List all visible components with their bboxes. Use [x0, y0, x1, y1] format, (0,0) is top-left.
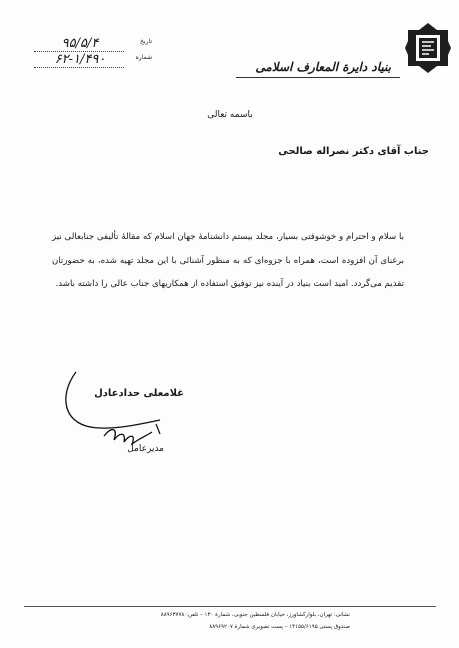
signer-title: مدیرعامل — [127, 444, 164, 454]
number-row — [30, 54, 150, 68]
date-value: ۹۵/۵/۴ — [61, 36, 99, 51]
salutation: باسمه تعالی — [207, 110, 253, 120]
footer-address: نشانی: تهران، بلوارکشاورز، خیابان فلسطین جنوبی، شمارهٔ ۱۳۰ – تلفن: ۸۸۹۶۳۷۷۸ — [160, 612, 350, 618]
organization-name: بنیاد دایرة المعارف اسلامی — [255, 60, 391, 74]
number-label: شماره — [135, 54, 152, 61]
signer-name: غلامعلی حدادعادل — [94, 388, 184, 399]
footer-postal: صندوق پستی ۱۴۱۵۵/۶۱۹۵ – پست تصویری شمارهٔ ۸۸۹۶۹۲۰۷ — [209, 624, 350, 630]
addressee: جناب آقای دکتر نصراله صالحی — [278, 146, 429, 157]
date-row — [30, 38, 150, 52]
foundation-logo-icon — [404, 22, 452, 74]
number-dotted-line — [34, 67, 124, 68]
organization-underline — [236, 77, 400, 78]
footer-rule — [24, 606, 436, 607]
date-label: تاریخ — [140, 38, 152, 45]
number-value: ۶۲-۱/۴۹۰ — [54, 52, 106, 67]
letter-body: با سلام و احترام و خوشوقتی بسیار، مجلد بیستم دانشنامهٔ جهان اسلام که مقالهٔ تألیفی جنابعالی نیز برغنای آن افزوده است، همراه با جزوه‌ای که به منظور آشنائی با این مجلد تهیه شده، به حضورتان تقدیم می‌گردد. امید است بنیاد در آینده نیز توفیق استفاده از همکاریهای جناب عالی را داشته باشد. — [52, 232, 404, 289]
